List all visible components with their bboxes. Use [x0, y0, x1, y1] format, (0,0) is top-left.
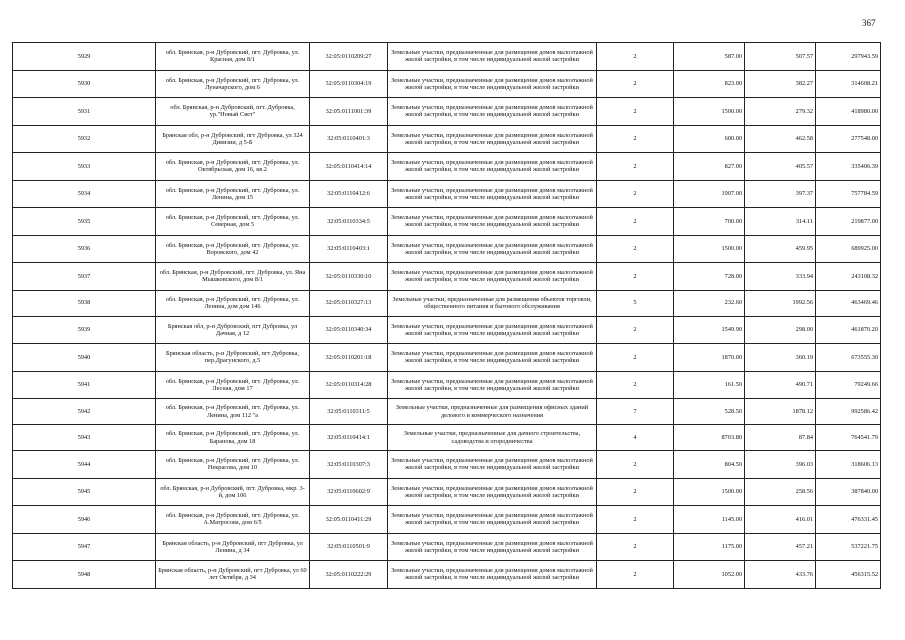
table-row	[13, 208, 881, 236]
address-cell: обл. Брянская, р-н Дубровский, пгт. Дубровка, ул. Яна Мышковского, дом 8/1	[156, 263, 310, 291]
table-row	[13, 561, 881, 589]
table-row	[13, 478, 881, 506]
unit-value-cell: 457.21	[745, 533, 816, 561]
address-cell: Брянская обл, р-н Дубровский, пгт Дубровка, ул Дачная, д 12	[156, 316, 310, 344]
land-use-cell: Земельные участки, предназначенные для размещения домов малоэтажной жилой застройки, в том числе индивидуальной жилой застройки	[388, 506, 597, 534]
table-row	[13, 533, 881, 561]
area-cell: 1907.00	[674, 180, 745, 208]
address-cell: Брянская область, р-н Дубровский, пгт Дубровка, пер.Драгунского, д.5	[156, 344, 310, 372]
table-row	[13, 70, 881, 98]
cadastral-value-cell: 297943.59	[816, 43, 881, 71]
row-number-cell: 5933	[13, 153, 156, 181]
cadastral-value-cell: 318606.13	[816, 451, 881, 479]
address-cell: обл. Брянская, р-н Дубровский, пгт. Дубровка, ул. Лесная, дом 17	[156, 371, 310, 399]
address-cell: Брянская область, р-н Дубровский, пгт Дубровка, ул 60 лет Октября, д 34	[156, 561, 310, 589]
land-use-cell: Земельные участки, предназначенные для размещения домов малоэтажной жилой застройки, в том числе индивидуальной жилой застройки	[388, 316, 597, 344]
area-cell: 700.00	[674, 208, 745, 236]
row-number-cell: 5948	[13, 561, 156, 589]
table-row	[13, 263, 881, 291]
cadastral-number-cell: 32:05:0110222:29	[310, 561, 388, 589]
area-cell: 827.00	[674, 153, 745, 181]
use-group-cell: 2	[597, 533, 674, 561]
land-use-cell: Земельные участки, предназначенные для размещения домов малоэтажной жилой застройки, в том числе индивидуальной жилой застройки	[388, 263, 597, 291]
land-use-cell: Земельные участки, предназначенные для размещения домов малоэтажной жилой застройки, в том числе индивидуальной жилой застройки	[388, 451, 597, 479]
cadastral-number-cell: 32:05:0110209:27	[310, 43, 388, 71]
table-row	[13, 316, 881, 344]
cadastral-value-cell: 689925.00	[816, 235, 881, 263]
address-cell: обл. Брянская, р-н Дубровский, пгт. Дубровка, ул. Октябрьская, дом 16, кв.2	[156, 153, 310, 181]
land-use-cell: Земельные участки, предназначенные для размещения домов малоэтажной жилой застройки, в том числе индивидуальной жилой застройки	[388, 478, 597, 506]
unit-value-cell: 87.84	[745, 425, 816, 451]
cadastral-value-cell: 314608.21	[816, 70, 881, 98]
unit-value-cell: 405.57	[745, 153, 816, 181]
use-group-cell: 2	[597, 180, 674, 208]
area-cell: 1145.00	[674, 506, 745, 534]
cadastral-number-cell: 32:05:0111001:39	[310, 98, 388, 126]
area-cell: 1500.00	[674, 478, 745, 506]
address-cell: обл. Брянская, р-н Дубровский, пгт. Дубровка, ул. Луначарского, дом 6	[156, 70, 310, 98]
row-number-cell: 5934	[13, 180, 156, 208]
row-number-cell: 5931	[13, 98, 156, 126]
unit-value-cell: 1878.12	[745, 399, 816, 425]
use-group-cell: 2	[597, 478, 674, 506]
land-use-cell: Земельные участки, предназначенные для размещения офисных зданий делового и коммерческого назначения	[388, 399, 597, 425]
cadastral-value-cell: 537221.75	[816, 533, 881, 561]
use-group-cell: 2	[597, 208, 674, 236]
cadastral-number-cell: 32:05:0110304:19	[310, 70, 388, 98]
land-use-cell: Земельные участки, предназначенные для размещения домов малоэтажной жилой застройки, в том числе индивидуальной жилой застройки	[388, 561, 597, 589]
land-use-cell: Земельные участки, предназначенные для размещения домов малоэтажной жилой застройки, в том числе индивидуальной жилой застройки	[388, 208, 597, 236]
land-use-cell: Земельные участки, предназначенные для дачного строительства, садоводства и огородничества	[388, 425, 597, 451]
cadastral-number-cell: 32:05:0110340:34	[310, 316, 388, 344]
cadastral-number-cell: 32:05:0110403:1	[310, 235, 388, 263]
use-group-cell: 2	[597, 70, 674, 98]
area-cell: 728.00	[674, 263, 745, 291]
cadastral-number-cell: 32:05:0110314:28	[310, 371, 388, 399]
row-number-cell: 5930	[13, 70, 156, 98]
row-number-cell: 5940	[13, 344, 156, 372]
address-cell: обл. Брянская, р-н Дубровский, пгт. Дубровка, ул. А.Матросова, дом 6/5	[156, 506, 310, 534]
address-cell: обл. Брянская, р-н Дубровский, пгт. Дубровка, ул. Ленина, дом 112 "а	[156, 399, 310, 425]
table-row	[13, 425, 881, 451]
area-cell: 528.50	[674, 399, 745, 425]
area-cell: 1175.00	[674, 533, 745, 561]
cadastral-number-cell: 32:05:0110311:5	[310, 399, 388, 425]
table-row	[13, 290, 881, 316]
area-cell: 1500.00	[674, 98, 745, 126]
table-row	[13, 153, 881, 181]
use-group-cell: 5	[597, 290, 674, 316]
address-cell: обл. Брянская, р-н Дубровский, пгт. Дубровка, ул. Некрасова, дом 10	[156, 451, 310, 479]
use-group-cell: 2	[597, 43, 674, 71]
page-number: 367	[862, 18, 876, 28]
address-cell: обл. Брянская, р-н Дубровский, пгт. Дубровка, мкр. 3-й, дом 106	[156, 478, 310, 506]
cadastral-value-cell: 764541.79	[816, 425, 881, 451]
use-group-cell: 2	[597, 506, 674, 534]
row-number-cell: 5941	[13, 371, 156, 399]
use-group-cell: 7	[597, 399, 674, 425]
use-group-cell: 2	[597, 451, 674, 479]
area-cell: 1500.00	[674, 235, 745, 263]
row-number-cell: 5944	[13, 451, 156, 479]
table-row	[13, 98, 881, 126]
area-cell: 8703.80	[674, 425, 745, 451]
land-use-cell: Земельные участки, предназначенные для размещения объектов торговли, общественного питания и бытового обслуживания	[388, 290, 597, 316]
unit-value-cell: 397.37	[745, 180, 816, 208]
use-group-cell: 2	[597, 125, 674, 153]
address-cell: обл. Брянская, р-н Дубровский, пгт. Дубровка, ул. Красная, дом 8/1	[156, 43, 310, 71]
cadastral-value-cell: 387840.00	[816, 478, 881, 506]
cadastral-number-cell: 32:05:0110414:14	[310, 153, 388, 181]
table-row	[13, 506, 881, 534]
address-cell: обл. Брянская, р-н Дубровский, пгт. Дубровка, ул. Воровского, дом 42	[156, 235, 310, 263]
cadastral-number-cell: 32:05:0110401:3	[310, 125, 388, 153]
cadastral-value-cell: 277548.00	[816, 125, 881, 153]
cadastral-number-cell: 32:05:0110414:1	[310, 425, 388, 451]
area-cell: 1870.00	[674, 344, 745, 372]
address-cell: обл. Брянская, р-н Дубровский, пгт. Дубровка, ул. Северная, дом 5	[156, 208, 310, 236]
address-cell: обл. Брянская, р-н Дубровский, пгт. Дубровка, ул. Баранова, дом 18	[156, 425, 310, 451]
cadastral-value-table	[12, 42, 881, 589]
cadastral-number-cell: 32:05:0110501:9	[310, 533, 388, 561]
cadastral-number-cell: 32:05:0110411:29	[310, 506, 388, 534]
cadastral-value-cell: 757784.59	[816, 180, 881, 208]
land-use-cell: Земельные участки, предназначенные для размещения домов малоэтажной жилой застройки, в том числе индивидуальной жилой застройки	[388, 70, 597, 98]
unit-value-cell: 360.19	[745, 344, 816, 372]
address-cell: обл. Брянская, р-н Дубровский, пгт. Дубровка, ул. Ленина, дом дом 146	[156, 290, 310, 316]
row-number-cell: 5947	[13, 533, 156, 561]
area-cell: 823.00	[674, 70, 745, 98]
area-cell: 1549.90	[674, 316, 745, 344]
cadastral-value-cell: 456315.52	[816, 561, 881, 589]
use-group-cell: 2	[597, 561, 674, 589]
unit-value-cell: 333.94	[745, 263, 816, 291]
cadastral-value-cell: 992586.42	[816, 399, 881, 425]
cadastral-number-cell: 32:05:0110412:6	[310, 180, 388, 208]
unit-value-cell: 396.03	[745, 451, 816, 479]
address-cell: Брянская область, р-н Дубровский, пгт Дубровка, ул Ленина, д 34	[156, 533, 310, 561]
land-use-cell: Земельные участки, предназначенные для размещения домов малоэтажной жилой застройки, в том числе индивидуальной жилой застройки	[388, 180, 597, 208]
row-number-cell: 5932	[13, 125, 156, 153]
cadastral-value-cell: 673555.30	[816, 344, 881, 372]
row-number-cell: 5935	[13, 208, 156, 236]
cadastral-value-cell: 461870.20	[816, 316, 881, 344]
unit-value-cell: 416.01	[745, 506, 816, 534]
cadastral-value-cell: 463469.46	[816, 290, 881, 316]
unit-value-cell: 298.00	[745, 316, 816, 344]
address-cell: обл. Брянская, р-н Дубровский, пгт. Дубровка, ур."Новый Свет"	[156, 98, 310, 126]
cadastral-value-cell: 335406.39	[816, 153, 881, 181]
row-number-cell: 5937	[13, 263, 156, 291]
address-cell: обл. Брянская, р-н Дубровский, пгт. Дубровка, ул. Ленина, дом 15	[156, 180, 310, 208]
row-number-cell: 5938	[13, 290, 156, 316]
land-use-cell: Земельные участки, предназначенные для размещения домов малоэтажной жилой застройки, в том числе индивидуальной жилой застройки	[388, 371, 597, 399]
land-use-cell: Земельные участки, предназначенные для размещения домов малоэтажной жилой застройки, в том числе индивидуальной жилой застройки	[388, 125, 597, 153]
cadastral-number-cell: 32:05:0110334:5	[310, 208, 388, 236]
unit-value-cell: 433.76	[745, 561, 816, 589]
unit-value-cell: 382.27	[745, 70, 816, 98]
use-group-cell: 2	[597, 235, 674, 263]
table-row	[13, 344, 881, 372]
unit-value-cell: 462.58	[745, 125, 816, 153]
cadastral-number-cell: 32:05:0110201:18	[310, 344, 388, 372]
address-cell: Брянская обл, р-н Дубровский, пгт Дубровка, ул 324 Дивизии, д 5-Б	[156, 125, 310, 153]
row-number-cell: 5946	[13, 506, 156, 534]
use-group-cell: 4	[597, 425, 674, 451]
area-cell: 232.60	[674, 290, 745, 316]
table-row	[13, 451, 881, 479]
unit-value-cell: 507.57	[745, 43, 816, 71]
table-row	[13, 125, 881, 153]
cadastral-number-cell: 32:05:0110602:9	[310, 478, 388, 506]
cadastral-value-cell: 79249.66	[816, 371, 881, 399]
land-use-cell: Земельные участки, предназначенные для размещения домов малоэтажной жилой застройки, в том числе индивидуальной жилой застройки	[388, 235, 597, 263]
unit-value-cell: 490.71	[745, 371, 816, 399]
cadastral-number-cell: 32:05:0110330:10	[310, 263, 388, 291]
row-number-cell: 5929	[13, 43, 156, 71]
area-cell: 161.50	[674, 371, 745, 399]
land-use-cell: Земельные участки, предназначенные для размещения домов малоэтажной жилой застройки, в том числе индивидуальной жилой застройки	[388, 43, 597, 71]
area-cell: 587.00	[674, 43, 745, 71]
table-row	[13, 235, 881, 263]
use-group-cell: 2	[597, 263, 674, 291]
use-group-cell: 2	[597, 316, 674, 344]
use-group-cell: 2	[597, 344, 674, 372]
table-body	[13, 43, 881, 589]
cadastral-value-cell: 418980.00	[816, 98, 881, 126]
area-cell: 600.00	[674, 125, 745, 153]
unit-value-cell: 1992.56	[745, 290, 816, 316]
row-number-cell: 5936	[13, 235, 156, 263]
land-use-cell: Земельные участки, предназначенные для размещения домов малоэтажной жилой застройки, в том числе индивидуальной жилой застройки	[388, 533, 597, 561]
unit-value-cell: 279.32	[745, 98, 816, 126]
row-number-cell: 5945	[13, 478, 156, 506]
cadastral-value-cell: 476331.45	[816, 506, 881, 534]
row-number-cell: 5942	[13, 399, 156, 425]
unit-value-cell: 459.95	[745, 235, 816, 263]
unit-value-cell: 258.56	[745, 478, 816, 506]
area-cell: 804.50	[674, 451, 745, 479]
table-row	[13, 180, 881, 208]
cadastral-value-cell: 243108.32	[816, 263, 881, 291]
use-group-cell: 2	[597, 371, 674, 399]
land-use-cell: Земельные участки, предназначенные для размещения домов малоэтажной жилой застройки, в том числе индивидуальной жилой застройки	[388, 344, 597, 372]
table-row	[13, 43, 881, 71]
row-number-cell: 5939	[13, 316, 156, 344]
row-number-cell: 5943	[13, 425, 156, 451]
cadastral-value-cell: 219877.00	[816, 208, 881, 236]
table-row	[13, 399, 881, 425]
use-group-cell: 2	[597, 98, 674, 126]
cadastral-number-cell: 32:05:0110307:3	[310, 451, 388, 479]
unit-value-cell: 314.11	[745, 208, 816, 236]
land-use-cell: Земельные участки, предназначенные для размещения домов малоэтажной жилой застройки, в том числе индивидуальной жилой застройки	[388, 98, 597, 126]
use-group-cell: 2	[597, 153, 674, 181]
cadastral-number-cell: 32:05:0110327:13	[310, 290, 388, 316]
area-cell: 1052.00	[674, 561, 745, 589]
land-use-cell: Земельные участки, предназначенные для размещения домов малоэтажной жилой застройки, в том числе индивидуальной жилой застройки	[388, 153, 597, 181]
table-row	[13, 371, 881, 399]
